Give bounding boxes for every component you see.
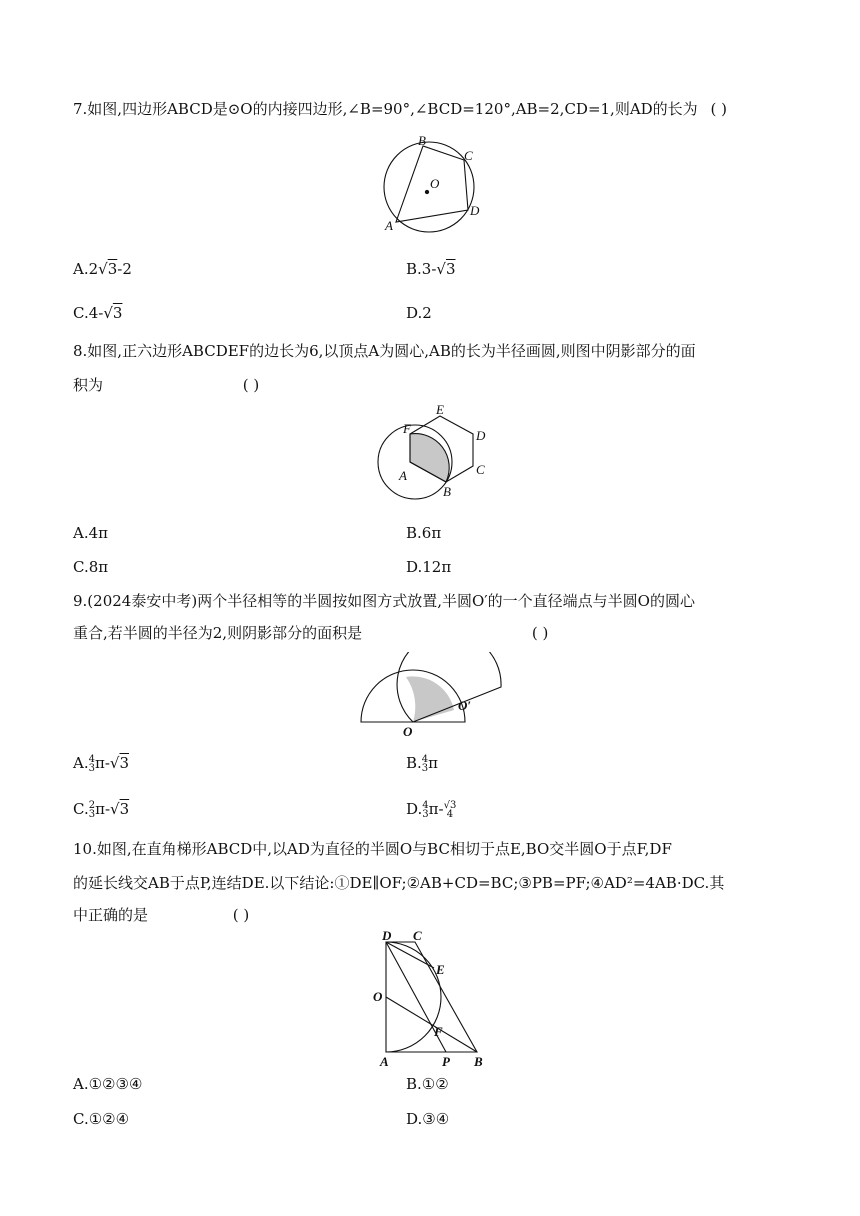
q10-figure	[368, 928, 496, 1068]
q10-label-f: F	[434, 1024, 443, 1039]
q7-label-a: A	[385, 218, 393, 233]
q9-option-a[interactable]: A.4 3π-√3	[73, 754, 130, 774]
q10-stem-line2: 的延长线交AB于点P,连结DE.以下结论:①DE∥OF;②AB+CD=BC;③PB=PF;④AD²=4AB·DC.其	[73, 874, 725, 892]
q9-stem-line1: 9.(2024泰安中考)两个半径相等的半圆按如图方式放置,半圆O′的一个直径端点与半圆O的圆心	[73, 592, 695, 610]
q8-shaded-sector	[410, 434, 449, 482]
q10-option-d[interactable]: D.③④	[406, 1110, 450, 1128]
q10-trapezoid	[386, 942, 477, 1052]
q10-stem-line1: 10.如图,在直角梯形ABCD中,以AD为直径的半圆O与BC相切于点E,BO交半圆O于点F,DF	[73, 840, 672, 858]
q8-label-f: F	[403, 421, 411, 436]
q8-label-e: E	[436, 402, 444, 417]
q8-option-d[interactable]: D.12π	[406, 558, 452, 576]
q7-stem-text: 7.如图,四边形ABCD是⊙O的内接四边形,∠B=90°,∠BCD=120°,AB=2,CD=1,则AD的长为	[73, 100, 698, 118]
q7-center-dot	[425, 190, 428, 193]
q10-label-d: D	[382, 928, 392, 943]
q7-label-c: C	[464, 148, 473, 163]
q8-stem-text: 积为	[73, 376, 104, 394]
q10-semicircle	[386, 942, 441, 1052]
q8-label-d: D	[476, 428, 486, 443]
q8-option-a[interactable]: A.4π	[73, 524, 109, 542]
q9-stem-text: 重合,若半圆的半径为2,则阴影部分的面积是	[73, 624, 363, 642]
q8-label-a: A	[399, 468, 407, 483]
q7-option-d[interactable]: D.2	[406, 304, 432, 322]
q7-answer-paren[interactable]: ( )	[710, 100, 727, 118]
q10-label-o: O	[373, 989, 383, 1004]
q9-figure	[356, 652, 506, 738]
q7-option-b[interactable]: B.3-√3	[406, 260, 456, 278]
q10-option-b[interactable]: B.①②	[406, 1075, 449, 1093]
q7-label-o: O	[430, 176, 440, 191]
q7-label-d: D	[470, 203, 480, 218]
q9-option-c[interactable]: C.2 3π-√3	[73, 800, 130, 820]
q10-label-a: A	[380, 1054, 389, 1068]
q7-stem	[73, 98, 727, 120]
q9-stem-line2	[73, 622, 548, 644]
q8-stem-line1: 8.如图,正六边形ABCDEF的边长为6,以顶点A为圆心,AB的长为半径画圆,则图中阴影部分的面	[73, 342, 696, 360]
q10-option-c[interactable]: C.①②④	[73, 1110, 130, 1128]
q8-answer-paren[interactable]: ( )	[242, 376, 260, 394]
q7-label-b: B	[418, 133, 426, 148]
q10-label-b: B	[474, 1054, 483, 1068]
q8-label-b: B	[443, 484, 451, 499]
q7-option-c[interactable]: C.4-√3	[73, 304, 123, 322]
q10-label-c: C	[413, 928, 422, 943]
q9-answer-paren[interactable]: ( )	[531, 624, 549, 642]
q7-figure	[375, 132, 505, 238]
q9-label-o: O	[403, 724, 413, 738]
q7-option-a[interactable]: A.2√3-2	[73, 260, 132, 278]
q10-stem-text: 中正确的是	[73, 906, 149, 924]
q8-option-c[interactable]: C.8π	[73, 558, 109, 576]
q10-stem-line3	[73, 904, 249, 926]
q9-label-o2: O′	[458, 698, 472, 713]
q9-option-b[interactable]: B.4 3π	[406, 754, 439, 774]
q10-option-a[interactable]: A.①②③④	[73, 1075, 143, 1093]
q8-stem-line2	[73, 374, 259, 396]
q8-figure	[370, 400, 500, 508]
q10-answer-paren[interactable]: ( )	[232, 906, 250, 924]
q10-label-p: P	[442, 1054, 450, 1068]
q8-label-c: C	[476, 462, 485, 477]
q9-option-d[interactable]: D.4 3π-√3 4	[406, 800, 457, 820]
q8-option-b[interactable]: B.6π	[406, 524, 442, 542]
q10-label-e: E	[436, 962, 445, 977]
